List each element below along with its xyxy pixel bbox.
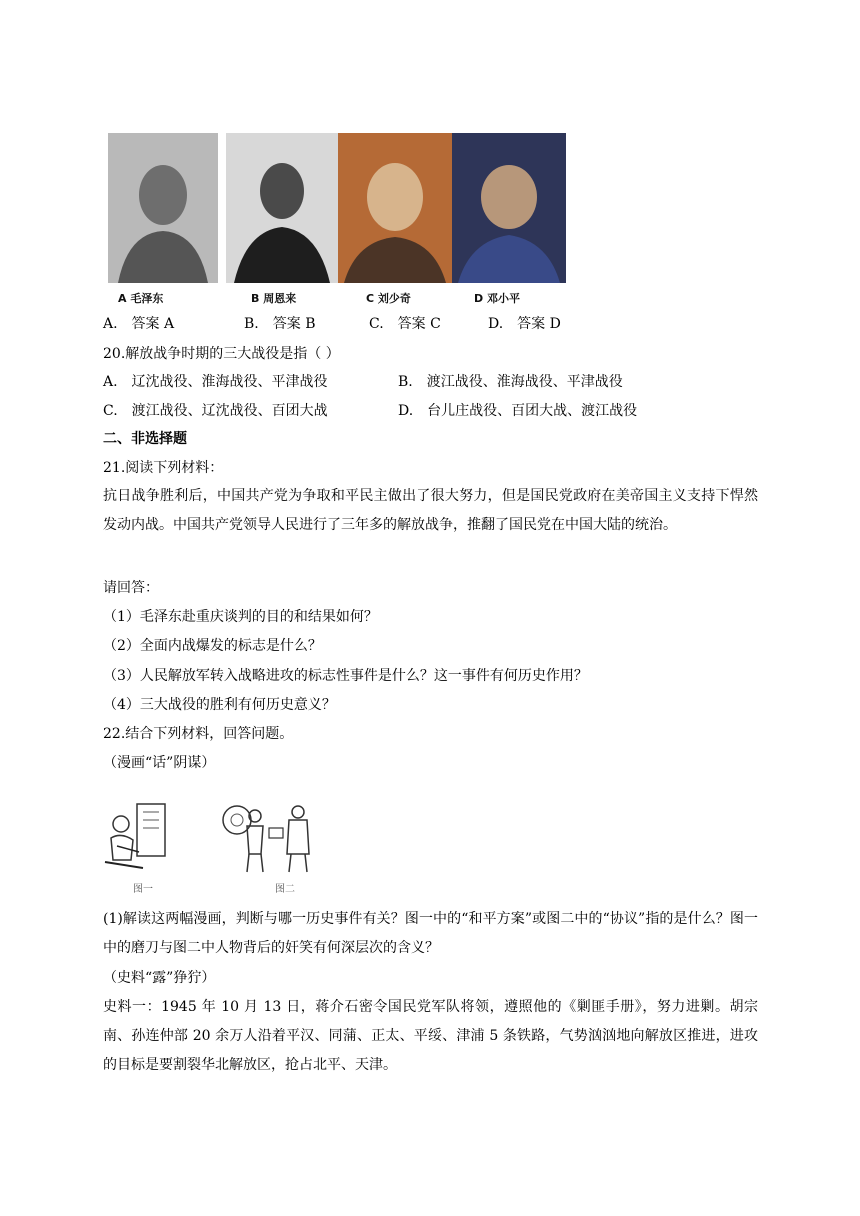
portrait-strip <box>108 133 566 283</box>
cartoon-drawings <box>103 798 333 878</box>
portrait-b-image <box>226 133 338 283</box>
portrait-d-caption: D 邓小平 <box>474 292 520 305</box>
portrait-c-caption: C 刘少奇 <box>366 292 411 305</box>
q21-material <box>103 482 758 540</box>
q21-question-2: （2）全面内战爆发的标志是什么？ <box>103 638 322 654</box>
q21-question-3: （3）人民解放军转入战略进攻的标志性事件是什么？这一事件有何历史作用？ <box>103 668 588 684</box>
q21-material-text: 抗日战争胜利后，中国共产党为争取和平民主做出了很大努力，但是国民党政府在美帝国主义支持下悍然发动内战。中国共产党领导人民进行了三年多的解放战争，推翻了国民党在中国大陆的统治。 <box>103 488 758 533</box>
q19-option-a: A. 答案 A <box>103 316 175 332</box>
cartoon-caption-2: 图二 <box>275 884 295 895</box>
q22-sub-question-1 <box>103 905 758 963</box>
portrait-c-image <box>338 133 452 283</box>
q22-subtitle-cartoon: （漫画“话”阴谋） <box>103 755 216 771</box>
section-heading: 二、非选择题 <box>103 431 187 447</box>
q21-question-4: （4）三大战役的胜利有何历史意义？ <box>103 697 336 713</box>
q22-material-1 <box>103 993 758 1080</box>
q22-sub-question-1-text: (1)解读这两幅漫画，判断与哪一历史事件有关？图一中的“和平方案”或图二中的“协议”指的是什么？图一中的磨刀与图二中人物背后的奸笑有何深层次的含义？ <box>103 911 758 956</box>
q21-prompt: 请回答： <box>103 580 159 596</box>
q22-material-1-text: 史料一：1945 年 10 月 13 日，蒋介石密令国民党军队将领，遵照他的《剿匪手册》，努力进剿。胡宗南、孙连仲部 20 余万人沿着平汉、同蒲、正太、平绥、津浦 5 条铁路，气势汹汹地向解放区推进，进攻的目标是要割裂华北解放区，抢占北平、天津。 <box>103 999 758 1073</box>
q22-stem: 22.结合下列材料，回答问题。 <box>103 726 294 742</box>
q22-subtitle-material: （史料“露”狰狞） <box>103 970 216 986</box>
q21-stem: 21.阅读下列材料： <box>103 460 224 476</box>
q19-option-b: B. 答案 B <box>244 316 316 332</box>
portrait-b-caption: B 周恩来 <box>251 292 297 305</box>
q19-option-d: D. 答案 D <box>488 316 561 332</box>
q19-option-c: C. 答案 C <box>369 316 441 332</box>
q20-option-b: B. 渡江战役、淮海战役、平津战役 <box>398 374 623 390</box>
q20-option-d: D. 台儿庄战役、百团大战、渡江战役 <box>398 403 638 419</box>
cartoon-figures <box>103 798 333 892</box>
q20-stem: 20.解放战争时期的三大战役是指（ ） <box>103 346 340 362</box>
q20-option-a: A. 辽沈战役、淮海战役、平津战役 <box>103 374 328 390</box>
q21-question-1: （1）毛泽东赴重庆谈判的目的和结果如何？ <box>103 609 378 625</box>
cartoon-caption-1: 图一 <box>133 884 153 895</box>
portrait-d-image <box>452 133 566 283</box>
q20-option-c: C. 渡江战役、辽沈战役、百团大战 <box>103 403 328 419</box>
portrait-a-image <box>108 133 218 283</box>
portrait-a-caption: A 毛泽东 <box>118 292 164 305</box>
